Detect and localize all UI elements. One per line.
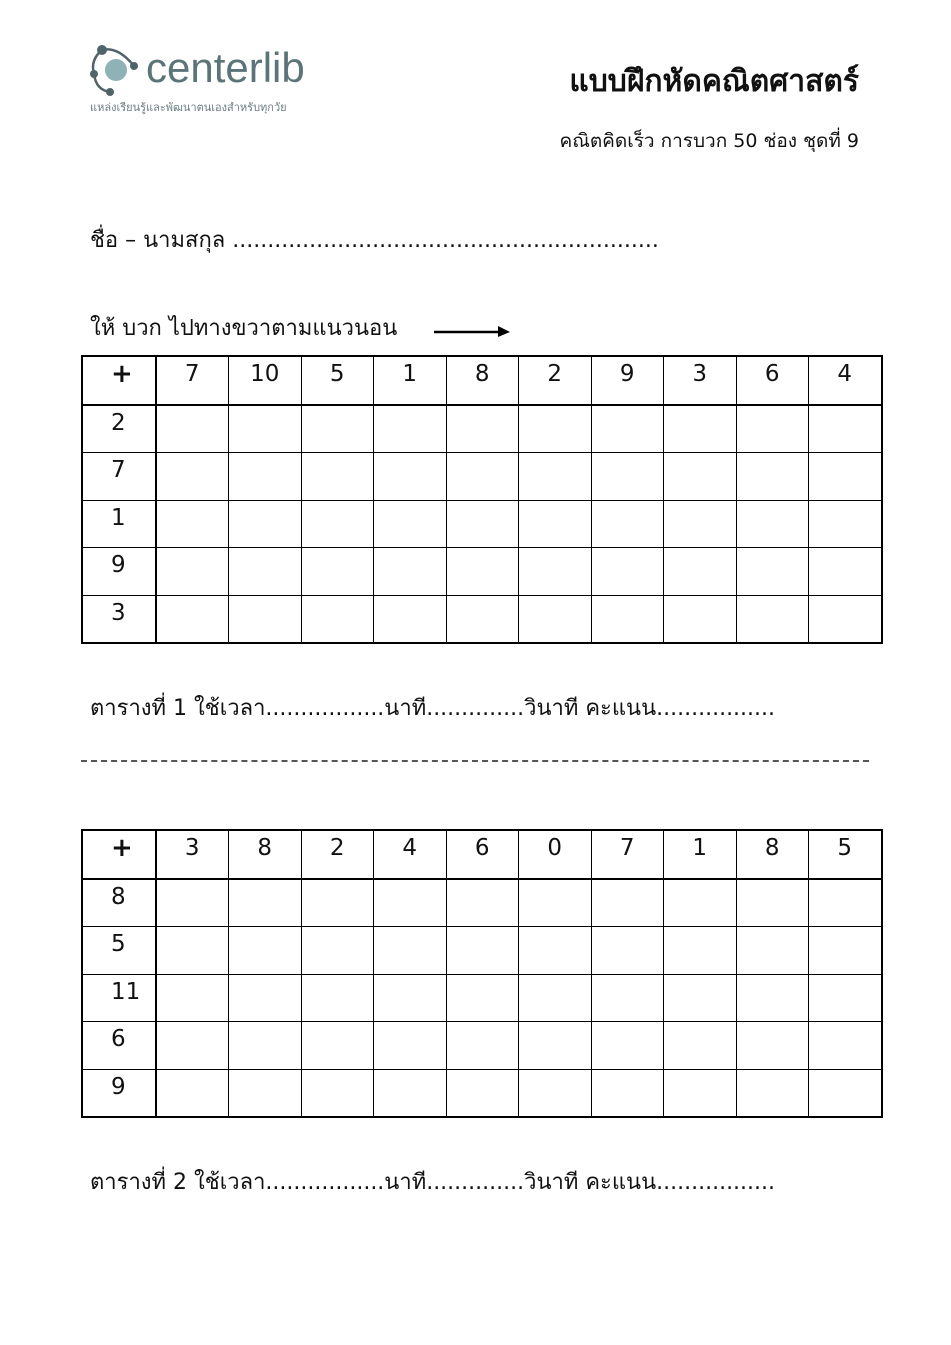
answer-cell[interactable]	[156, 927, 229, 975]
answer-cell[interactable]	[736, 974, 809, 1022]
column-header-cell: 7	[591, 830, 664, 879]
column-header-cell: 2	[301, 830, 374, 879]
answer-cell[interactable]	[156, 500, 229, 548]
answer-cell[interactable]	[664, 595, 737, 643]
answer-cell[interactable]	[446, 453, 519, 501]
answer-cell[interactable]	[374, 500, 447, 548]
answer-cell[interactable]	[519, 500, 592, 548]
answer-cell[interactable]	[446, 879, 519, 927]
answer-cell[interactable]	[591, 595, 664, 643]
answer-cell[interactable]	[809, 595, 882, 643]
answer-cell[interactable]	[229, 453, 302, 501]
arrow-right-icon	[434, 322, 512, 338]
row-header-cell: 3	[82, 595, 156, 643]
answer-cell[interactable]	[809, 1022, 882, 1070]
answer-cell[interactable]	[301, 1022, 374, 1070]
answer-cell[interactable]	[736, 1022, 809, 1070]
header-row	[82, 356, 882, 405]
row-header-cell: 6	[82, 1022, 156, 1070]
answer-cell[interactable]	[519, 879, 592, 927]
table-row	[82, 548, 882, 596]
operator-cell: +	[82, 356, 156, 405]
answer-cell[interactable]	[229, 595, 302, 643]
answer-cell[interactable]	[736, 453, 809, 501]
table-row	[82, 1022, 882, 1070]
table-2-footer: ตารางที่ 2 ใช้เวลา.................นาที..............วินาที คะแนน.................	[90, 1170, 776, 1195]
answer-cell[interactable]	[664, 1069, 737, 1117]
header-row	[82, 830, 882, 879]
answer-cell[interactable]	[156, 595, 229, 643]
column-header-cell: 9	[591, 356, 664, 405]
answer-cell[interactable]	[446, 927, 519, 975]
answer-cell[interactable]	[446, 405, 519, 453]
table-row	[82, 927, 882, 975]
addition-table-1	[81, 355, 883, 644]
answer-cell[interactable]	[374, 548, 447, 596]
answer-cell[interactable]	[374, 595, 447, 643]
column-header-cell: 7	[156, 356, 229, 405]
answer-cell[interactable]	[664, 405, 737, 453]
table-1-footer: ตารางที่ 1 ใช้เวลา.................นาที..............วินาที คะแนน.................	[90, 696, 776, 721]
answer-cell[interactable]	[446, 500, 519, 548]
answer-cell[interactable]	[591, 1069, 664, 1117]
answer-cell[interactable]	[736, 879, 809, 927]
row-header-cell: 2	[82, 405, 156, 453]
table-row	[82, 1069, 882, 1117]
answer-cell[interactable]	[664, 927, 737, 975]
answer-cell[interactable]	[664, 548, 737, 596]
table-row	[82, 453, 882, 501]
answer-cell[interactable]	[156, 548, 229, 596]
answer-cell[interactable]	[301, 974, 374, 1022]
answer-cell[interactable]	[736, 405, 809, 453]
molecule-icon	[88, 40, 144, 98]
answer-cell[interactable]	[809, 548, 882, 596]
table-row	[82, 595, 882, 643]
answer-cell[interactable]	[736, 927, 809, 975]
row-header-cell: 1	[82, 500, 156, 548]
answer-cell[interactable]	[301, 500, 374, 548]
answer-cell[interactable]	[591, 974, 664, 1022]
column-header-cell: 4	[374, 830, 447, 879]
answer-cell[interactable]	[301, 879, 374, 927]
column-header-cell: 3	[664, 356, 737, 405]
table-row	[82, 879, 882, 927]
answer-cell[interactable]	[591, 500, 664, 548]
answer-cell[interactable]	[374, 974, 447, 1022]
row-header-cell: 11	[82, 974, 156, 1022]
answer-cell[interactable]	[736, 500, 809, 548]
column-header-cell: 4	[809, 356, 882, 405]
column-header-cell: 8	[736, 830, 809, 879]
answer-cell[interactable]	[809, 974, 882, 1022]
answer-cell[interactable]	[809, 453, 882, 501]
answer-cell[interactable]	[229, 879, 302, 927]
answer-cell[interactable]	[591, 879, 664, 927]
answer-cell[interactable]	[229, 500, 302, 548]
answer-cell[interactable]	[809, 879, 882, 927]
answer-cell[interactable]	[591, 1022, 664, 1070]
answer-cell[interactable]	[229, 1069, 302, 1117]
column-header-cell: 3	[156, 830, 229, 879]
answer-cell[interactable]	[156, 453, 229, 501]
answer-cell[interactable]	[156, 974, 229, 1022]
row-header-cell: 9	[82, 1069, 156, 1117]
column-header-cell: 2	[519, 356, 592, 405]
column-header-cell: 6	[736, 356, 809, 405]
answer-cell[interactable]	[374, 927, 447, 975]
answer-cell[interactable]	[809, 500, 882, 548]
column-header-cell: 8	[446, 356, 519, 405]
answer-cell[interactable]	[229, 1022, 302, 1070]
answer-cell[interactable]	[519, 927, 592, 975]
answer-cell[interactable]	[519, 405, 592, 453]
answer-cell[interactable]	[591, 927, 664, 975]
answer-cell[interactable]	[519, 453, 592, 501]
row-header-cell: 9	[82, 548, 156, 596]
row-header-cell: 5	[82, 927, 156, 975]
answer-cell[interactable]	[301, 548, 374, 596]
answer-cell[interactable]	[446, 595, 519, 643]
answer-cell[interactable]	[301, 927, 374, 975]
column-header-cell: 0	[519, 830, 592, 879]
answer-cell[interactable]	[156, 405, 229, 453]
answer-cell[interactable]	[591, 548, 664, 596]
answer-cell[interactable]	[519, 1022, 592, 1070]
addition-table-2	[81, 829, 883, 1118]
answer-cell[interactable]	[519, 1069, 592, 1117]
answer-cell[interactable]	[664, 453, 737, 501]
answer-cell[interactable]	[446, 548, 519, 596]
row-header-cell: 8	[82, 879, 156, 927]
answer-cell[interactable]	[591, 453, 664, 501]
answer-cell[interactable]	[591, 405, 664, 453]
answer-cell[interactable]	[446, 1069, 519, 1117]
answer-cell[interactable]	[229, 927, 302, 975]
answer-cell[interactable]	[301, 1069, 374, 1117]
brand-logo	[88, 38, 348, 118]
column-header-cell: 1	[664, 830, 737, 879]
answer-cell[interactable]	[374, 1069, 447, 1117]
column-header-cell: 5	[301, 356, 374, 405]
cut-line-divider	[81, 760, 869, 762]
row-header-cell: 7	[82, 453, 156, 501]
answer-cell[interactable]	[229, 974, 302, 1022]
worksheet-subtitle: คณิตคิดเร็ว การบวก 50 ช่อง ชุดที่ 9	[559, 130, 859, 152]
instruction-text: ให้ บวก ไปทางขวาตามแนวนอน	[90, 316, 398, 341]
answer-cell[interactable]	[374, 879, 447, 927]
answer-cell[interactable]	[664, 974, 737, 1022]
answer-cell[interactable]	[809, 1069, 882, 1117]
answer-cell[interactable]	[736, 548, 809, 596]
answer-cell[interactable]	[156, 879, 229, 927]
name-field[interactable]: ชื่อ – นามสกุล .............................................................	[90, 228, 659, 253]
answer-cell[interactable]	[664, 879, 737, 927]
answer-cell[interactable]	[374, 1022, 447, 1070]
column-header-cell: 5	[809, 830, 882, 879]
answer-cell[interactable]	[519, 548, 592, 596]
column-header-cell: 8	[229, 830, 302, 879]
answer-cell[interactable]	[519, 595, 592, 643]
answer-cell[interactable]	[374, 453, 447, 501]
answer-cell[interactable]	[736, 1069, 809, 1117]
answer-cell[interactable]	[374, 405, 447, 453]
worksheet-title: แบบฝึกหัดคณิตศาสตร์	[569, 64, 859, 99]
answer-cell[interactable]	[664, 1022, 737, 1070]
answer-cell[interactable]	[229, 548, 302, 596]
answer-cell[interactable]	[156, 1069, 229, 1117]
answer-cell[interactable]	[301, 405, 374, 453]
brand-name: centerlib	[146, 44, 305, 91]
column-header-cell: 1	[374, 356, 447, 405]
answer-cell[interactable]	[664, 500, 737, 548]
answer-cell[interactable]	[446, 974, 519, 1022]
brand-tagline: แหล่งเรียนรู้และพัฒนาตนเองสำหรับทุกวัย	[90, 101, 287, 114]
column-header-cell: 6	[446, 830, 519, 879]
table-row	[82, 974, 882, 1022]
answer-cell[interactable]	[809, 927, 882, 975]
answer-cell[interactable]	[156, 1022, 229, 1070]
table-row	[82, 500, 882, 548]
answer-cell[interactable]	[519, 974, 592, 1022]
column-header-cell: 10	[229, 356, 302, 405]
answer-cell[interactable]	[301, 595, 374, 643]
table-row	[82, 405, 882, 453]
answer-cell[interactable]	[736, 595, 809, 643]
answer-cell[interactable]	[229, 405, 302, 453]
operator-cell: +	[82, 830, 156, 879]
answer-cell[interactable]	[809, 405, 882, 453]
answer-cell[interactable]	[301, 453, 374, 501]
answer-cell[interactable]	[446, 1022, 519, 1070]
